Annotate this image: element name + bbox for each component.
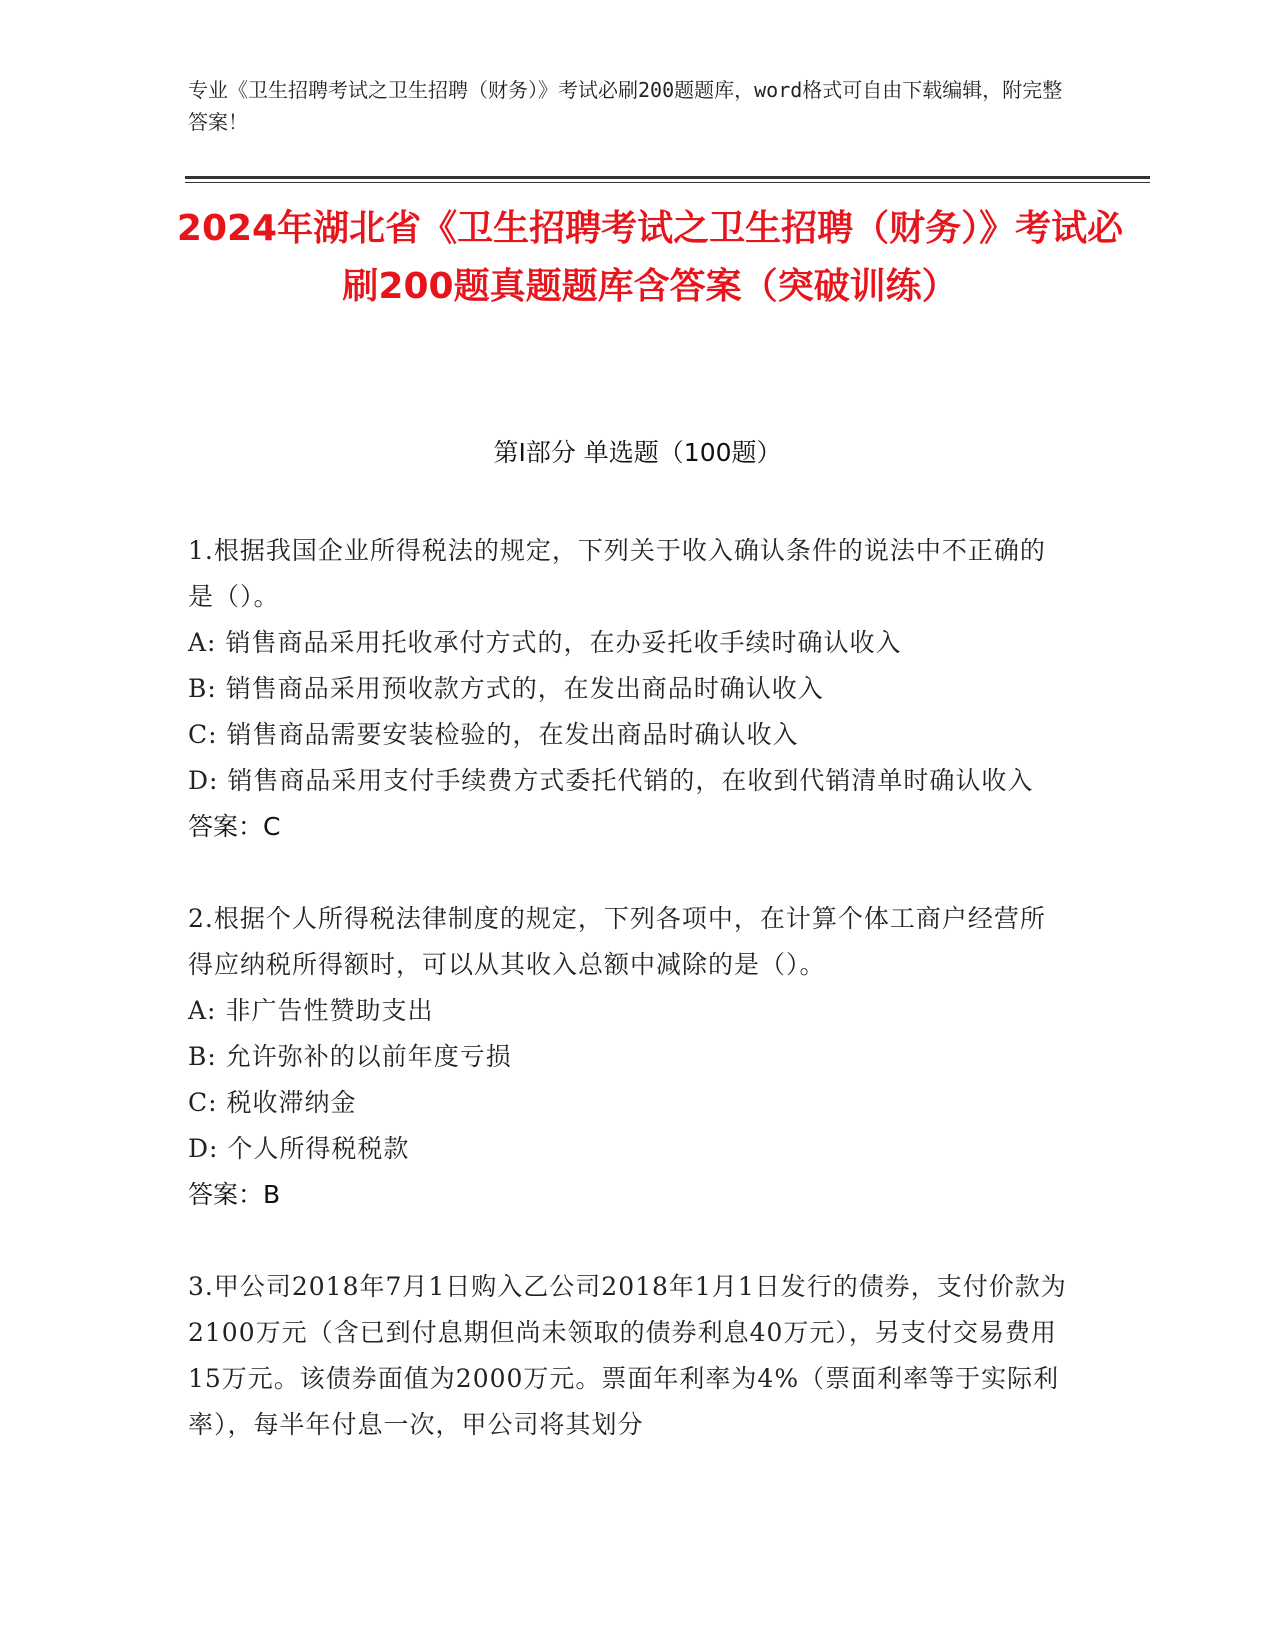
question-3 bbox=[188, 1264, 1068, 1448]
question-stem: 3.甲公司2018年7月1日购入乙公司2018年1月1日发行的债券，支付价款为2100万元（含已到付息期但尚未领取的债券利息40万元），另支付交易费用15万元。该债券面值为2000万元。票面年利率为4%（票面利率等于实际利率），每半年付息一次，甲公司将其划分 bbox=[188, 1272, 1067, 1439]
header-divider-thin bbox=[185, 182, 1150, 183]
option-text: 销售商品采用预收款方式的，在发出商品时确认收入 bbox=[225, 674, 824, 703]
question-1 bbox=[188, 528, 1068, 850]
header-divider-thick bbox=[185, 176, 1150, 179]
option-text: 个人所得税税款 bbox=[227, 1134, 410, 1163]
question-2 bbox=[188, 896, 1068, 1218]
option-key: D: bbox=[188, 1134, 219, 1163]
option-d bbox=[188, 758, 1068, 804]
question-stem: 1.根据我国企业所得税法的规定，下列关于收入确认条件的说法中不正确的是（）。 bbox=[188, 536, 1046, 611]
question-stem: 2.根据个人所得税法律制度的规定，下列各项中，在计算个体工商户经营所得应纳税所得额时，可以从其收入总额中减除的是（）。 bbox=[188, 904, 1046, 979]
answer-value: B bbox=[263, 1180, 281, 1209]
answer-label: 答案： bbox=[188, 812, 264, 841]
option-key: A: bbox=[188, 628, 217, 657]
option-key: C: bbox=[188, 720, 218, 749]
option-text: 销售商品需要安装检验的，在发出商品时确认收入 bbox=[226, 720, 799, 749]
option-text: 销售商品采用托收承付方式的，在办妥托收手续时确认收入 bbox=[225, 628, 902, 657]
option-d bbox=[188, 1126, 1068, 1172]
option-key: C: bbox=[188, 1088, 218, 1117]
answer-line bbox=[188, 804, 1068, 850]
option-text: 税收滞纳金 bbox=[226, 1088, 357, 1117]
option-key: B: bbox=[188, 674, 217, 703]
header-note: 专业《卫生招聘考试之卫生招聘（财务）》考试必刷200题题库，word格式可自由下载编辑，附完整答案！ bbox=[188, 78, 1063, 134]
option-b bbox=[188, 666, 1068, 712]
option-a bbox=[188, 988, 1068, 1034]
answer-line bbox=[188, 1172, 1068, 1218]
option-text: 销售商品采用支付手续费方式委托代销的，在收到代销清单时确认收入 bbox=[227, 766, 1034, 795]
option-b bbox=[188, 1034, 1068, 1080]
option-c bbox=[188, 1080, 1068, 1126]
option-text: 允许弥补的以前年度亏损 bbox=[225, 1042, 512, 1071]
option-c bbox=[188, 712, 1068, 758]
option-key: D: bbox=[188, 766, 219, 795]
option-a bbox=[188, 620, 1068, 666]
section-title: 第I部分 单选题（100题） bbox=[493, 438, 782, 467]
answer-value: C bbox=[263, 812, 281, 841]
option-key: A: bbox=[188, 996, 217, 1025]
option-text: 非广告性赞助支出 bbox=[225, 996, 434, 1025]
option-key: B: bbox=[188, 1042, 217, 1071]
document-title: 2024年湖北省《卫生招聘考试之卫生招聘（财务）》考试必刷200题真题题库含答案（突破训练） bbox=[176, 208, 1124, 307]
answer-label: 答案： bbox=[188, 1180, 264, 1209]
question-list bbox=[188, 528, 1068, 1494]
